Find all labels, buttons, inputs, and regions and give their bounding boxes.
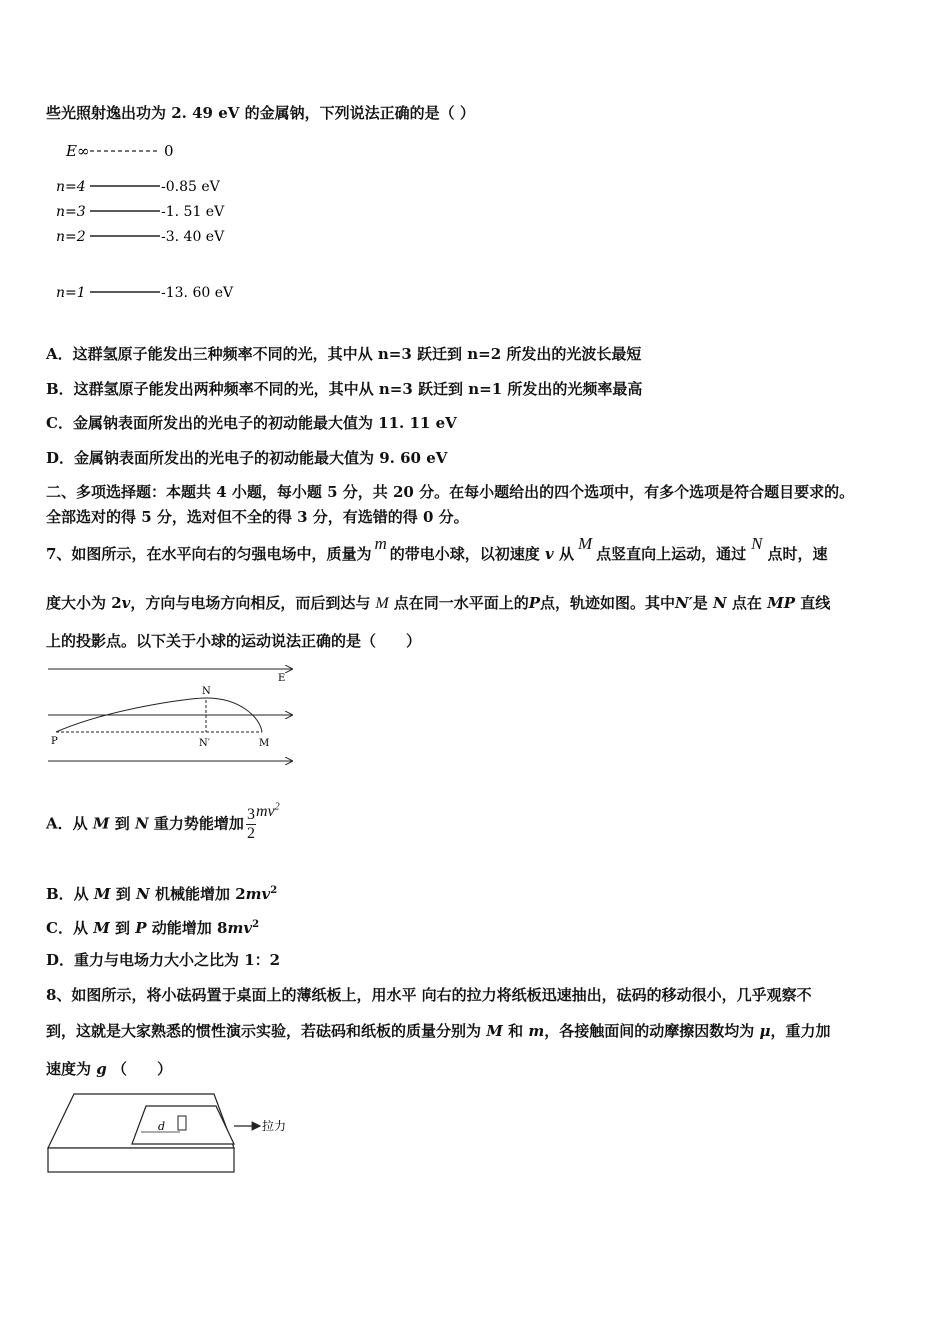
label-m: M: [259, 738, 270, 749]
label-n: N: [202, 686, 211, 697]
q6-option-a: A．这群氢原子能发出三种频率不同的光，其中从 n=3 跃迁到 n=2 所发出的光波长最短: [46, 345, 642, 363]
field-label-e: E: [278, 673, 286, 684]
level-n3-label: n=3: [56, 204, 86, 220]
q7-stem-line2: 度大小为 2v，方向与电场方向相反，而后到达与 M 点在同一水平面上的P点，轨迹如图。其中N′是 N 点在 MP 直线: [46, 594, 831, 612]
level-n2-value: -3. 40 eV: [161, 229, 225, 245]
q6-option-d: D．金属钠表面所发出的光电子的初动能最大值为 9. 60 eV: [46, 449, 448, 467]
weight-block: [178, 1116, 186, 1130]
q8-stem-line1: 8、如图所示，将小砝码置于桌面上的薄纸板上，用水平 向右的拉力将纸板迅速抽出，砝码的移动很小，几乎观察不: [46, 986, 812, 1004]
q7-option-a: A．从 M 到 N 重力势能增加 $\frac{3}{2}$ $mv^2$: [46, 802, 280, 842]
q7-point-n: N: [751, 534, 763, 553]
q7-stem-line1: 7、如图所示，在水平向右的匀强电场中，质量为m的带电小球，以初速度 v 从M点竖直向上运动，通过N点时，速: [46, 534, 828, 563]
level-inf-label: E∞: [66, 142, 90, 160]
q8-stem-line3: 速度为 g （ ）: [46, 1060, 172, 1078]
label-pull: 拉力: [262, 1119, 287, 1133]
table-front: [48, 1148, 234, 1172]
label-n-prime: N′: [199, 738, 211, 749]
q6-option-c: C．金属钠表面所发出的光电子的初动能最大值为 11. 11 eV: [46, 414, 457, 432]
q7-option-d: D．重力与电场力大小之比为 1：2: [46, 951, 281, 969]
section2-line2: 全部选对的得 5 分，选对但不全的得 3 分，有选错的得 0 分。: [46, 508, 469, 526]
q7-mass-symbol: m: [374, 534, 387, 553]
energy-level-diagram: [52, 138, 252, 313]
trajectory-diagram: [46, 660, 301, 770]
label-d: d: [158, 1120, 166, 1133]
q7-option-c: C．从 M 到 P 动能增加 $8mv^2$: [46, 919, 260, 937]
level-n4-label: n=4: [56, 179, 86, 195]
level-n4-value: -0.85 eV: [161, 179, 220, 195]
level-inf-value: 0: [164, 142, 174, 160]
q6-option-b: B．这群氢原子能发出两种频率不同的光，其中从 n=3 跃迁到 n=1 所发出的光频率最高: [46, 380, 643, 398]
level-n2-label: n=2: [56, 229, 86, 245]
level-n1-label: n=1: [56, 285, 86, 301]
level-n1-value: -13. 60 eV: [161, 285, 234, 301]
q8-stem-line2: 到，这就是大家熟悉的惯性演示实验，若砝码和纸板的质量分别为 M 和 m，各接触面间的动摩擦因数均为 μ，重力加: [46, 1022, 831, 1040]
level-n3-value: -1. 51 eV: [161, 204, 225, 220]
label-p: P: [51, 736, 58, 747]
inertia-experiment-diagram: [46, 1090, 306, 1178]
q7-point-m: M: [577, 534, 593, 553]
q7-stem-line3: 上的投影点。以下关于小球的运动说法正确的是（ ）: [46, 632, 422, 650]
section2-line1: 二、多项选择题：本题共 4 小题，每小题 5 分，共 20 分。在每小题给出的四个选项中，有多个选项是符合题目要求的。: [46, 483, 855, 501]
q6-stem: 些光照射逸出功为 2. 49 eV 的金属钠，下列说法正确的是（ ）: [46, 104, 475, 122]
q7-option-b: B．从 M 到 N 机械能增加 $2mv^2$: [46, 885, 278, 903]
